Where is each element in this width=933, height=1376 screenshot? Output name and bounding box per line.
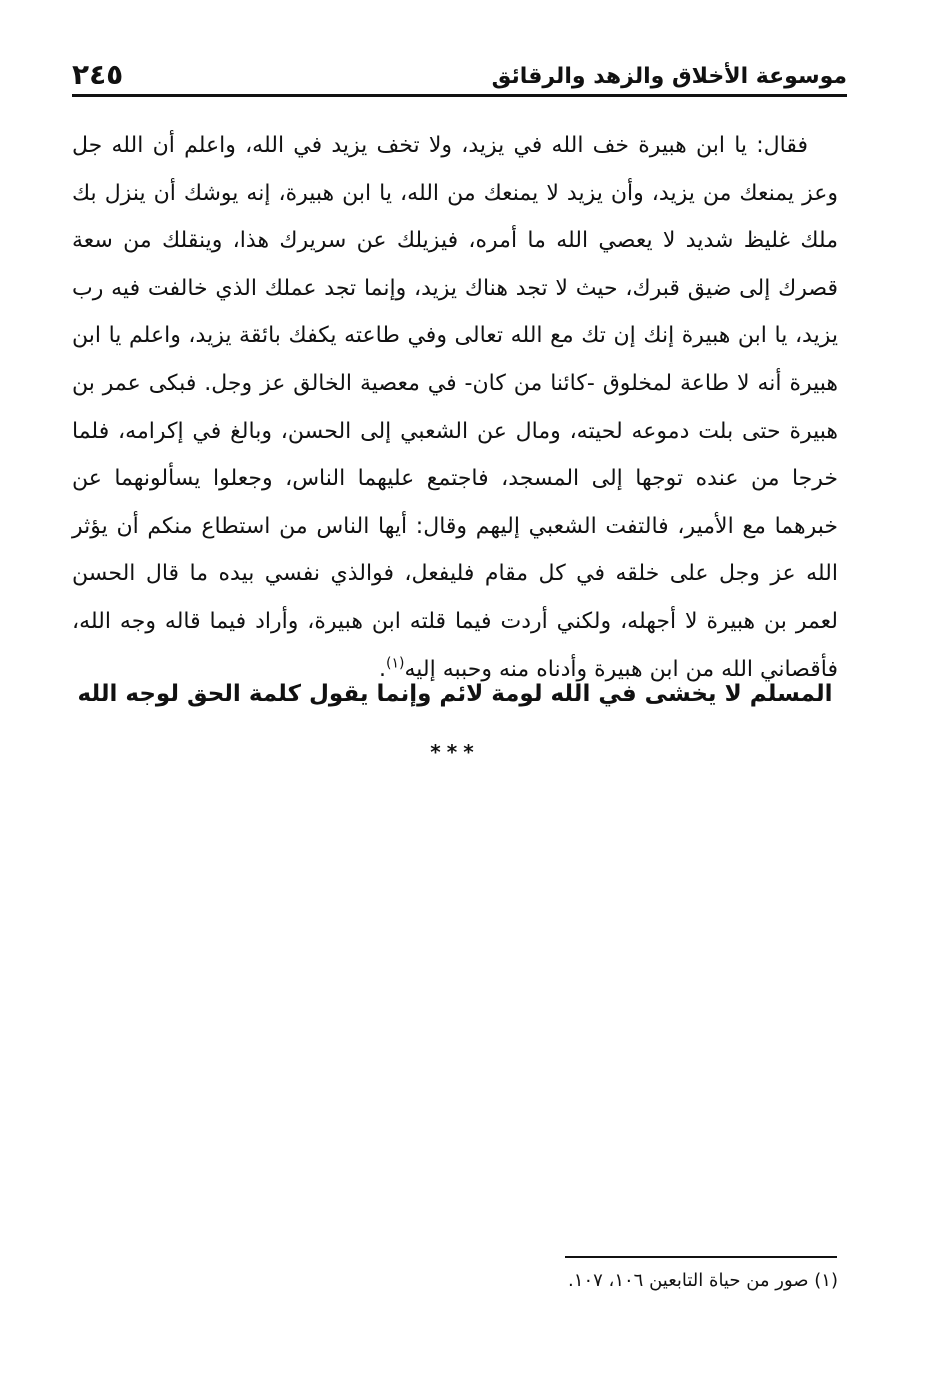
footnote-marker: (١)	[386, 655, 405, 672]
main-text	[72, 122, 838, 693]
paragraph-end: .	[379, 656, 386, 682]
page-number: ٢٤٥	[72, 58, 124, 91]
footnote: (١) صور من حياة التابعين ١٠٦، ١٠٧.	[568, 1270, 838, 1291]
body-paragraph	[72, 122, 838, 693]
running-title: موسوعة الأخلاق والزهد والرقائق	[491, 64, 847, 89]
motto-line: المسلم لا يخشى في الله لومة لائم وإنما يقول كلمة الحق لوجه الله	[77, 681, 833, 707]
header-rule	[72, 94, 847, 97]
footnote-rule	[565, 1256, 837, 1258]
page-header	[72, 58, 847, 98]
section-separator: ***	[430, 740, 480, 764]
paragraph-text: فقال: يا ابن هبيرة خف الله في يزيد، ولا تخف يزيد في الله، واعلم أن الله جل وعز يمنعك من يزيد، وأن يزيد لا يمنعك من الله، يا ابن هبيرة، إنه يوشك أن ينزل بك ملك غليظ شديد لا يعصي الله ما أمره، فيزيلك عن سريرك هذا، وينقلك من سعة قصرك إلى ضيق قبرك، حيث لا تجد هناك يزيد، وإنما تجد عملك الذي خالفت فيه رب يزيد، يا ابن هبيرة إنك إن تك مع الله تعالى وفي طاعته يكفك بائقة يزيد، واعلم يا ابن هبيرة أنه لا طاعة لمخلوق -كائنا من كان- في معصية الخالق عز وجل. فبكى عمر بن هبيرة حتى بلت دموعه لحيته، ومال عن الشعبي إلى الحسن، وبالغ في إكرامه، فلما خرجا من عنده توجها إلى المسجد، فاجتمع عليهما الناس، وجعلوا يسألونهما عن خبرهما مع الأمير، فالتفت الشعبي إليهم وقال: أيها الناس من استطاع منكم أن يؤثر الله عز وجل على خلقه في كل مقام فليفعل، فوالذي نفسي بيده ما قال الحسن لعمر بن هبيرة لا أجهله، ولكني أردت فيما قلته ابن هبيرة، وأراد فيما قاله وجه الله، فأقصاني الله من ابن هبيرة وأدناه منه وحببه إليه	[72, 133, 838, 682]
